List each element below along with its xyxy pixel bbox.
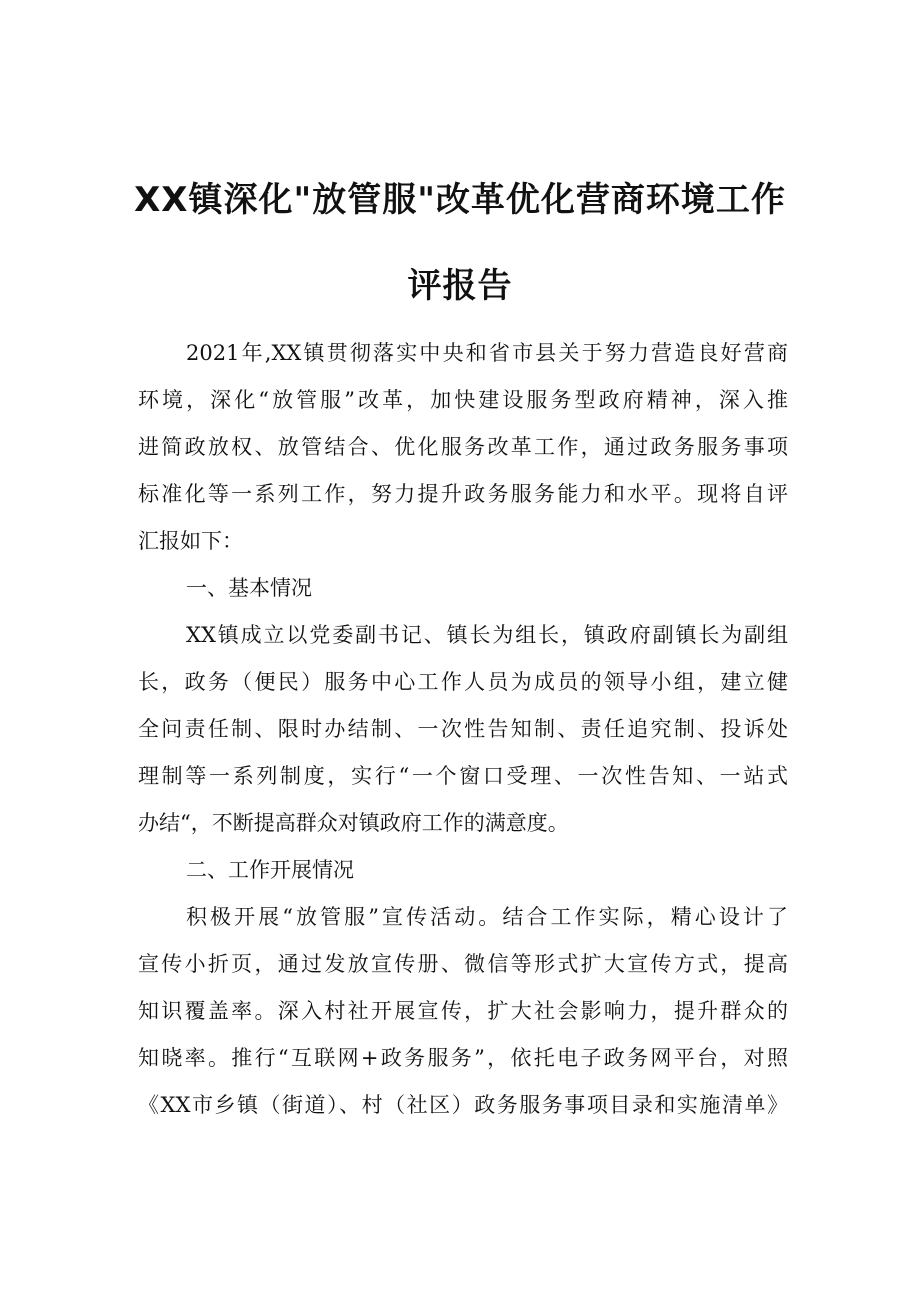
text-line: 办结“，不断提高群众对镇政府工作的满意度。 [138, 811, 569, 835]
text-line: XX镇成立以党委副书记、镇长为组长，镇政府副镇长为副组 [186, 623, 788, 647]
text-line: 全问责任制、限时办结制、一次性告知制、责任追究制、投诉处 [138, 717, 788, 741]
text-line: 《XX市乡镇（街道）、村（社区）政务服务事项目录和实施清单》 [138, 1093, 788, 1117]
body-text [138, 330, 788, 1129]
text-line: 知晓率。推行“互联网+政务服务”，依托电子政务网平台，对照 [138, 1046, 788, 1070]
text-line: 环境，深化“放管服”改革，加快建设服务型政府精神，深入推 [138, 388, 788, 412]
text-line: 进简政放权、放管结合、优化服务改革工作，通过政务服务事项 [138, 435, 788, 459]
text-line: 标准化等一系列工作，努力提升政务服务能力和水平。现将自评 [138, 482, 788, 506]
title-line-2: 评报告 [407, 266, 513, 306]
text-line: 知识覆盖率。深入村社开展宣传，扩大社会影响力，提升群众的 [138, 999, 788, 1023]
text-line: 积极开展“放管服”宣传活动。结合工作实际，精心设计了 [186, 905, 788, 929]
text-line: 二、工作开展情况 [186, 858, 354, 882]
text-line: 宣传小折页，通过发放宣传册、微信等形式扩大宣传方式，提高 [138, 952, 788, 976]
text-line: 2021年,XX镇贯彻落实中央和省市县关于努力营造良好营商 [186, 341, 788, 365]
text-line: 长，政务（便民）服务中心工作人员为成员的领导小组，建立健 [138, 670, 788, 694]
text-line: 理制等一系列制度，实行“一个窗口受理、一次性告知、一站式 [138, 764, 788, 788]
text-line: 一、基本情况 [186, 576, 312, 600]
text-line: 汇报如下： [138, 529, 243, 553]
title-line-1: XX镇深化"放管服"改革优化营商环境工作 [134, 180, 786, 220]
